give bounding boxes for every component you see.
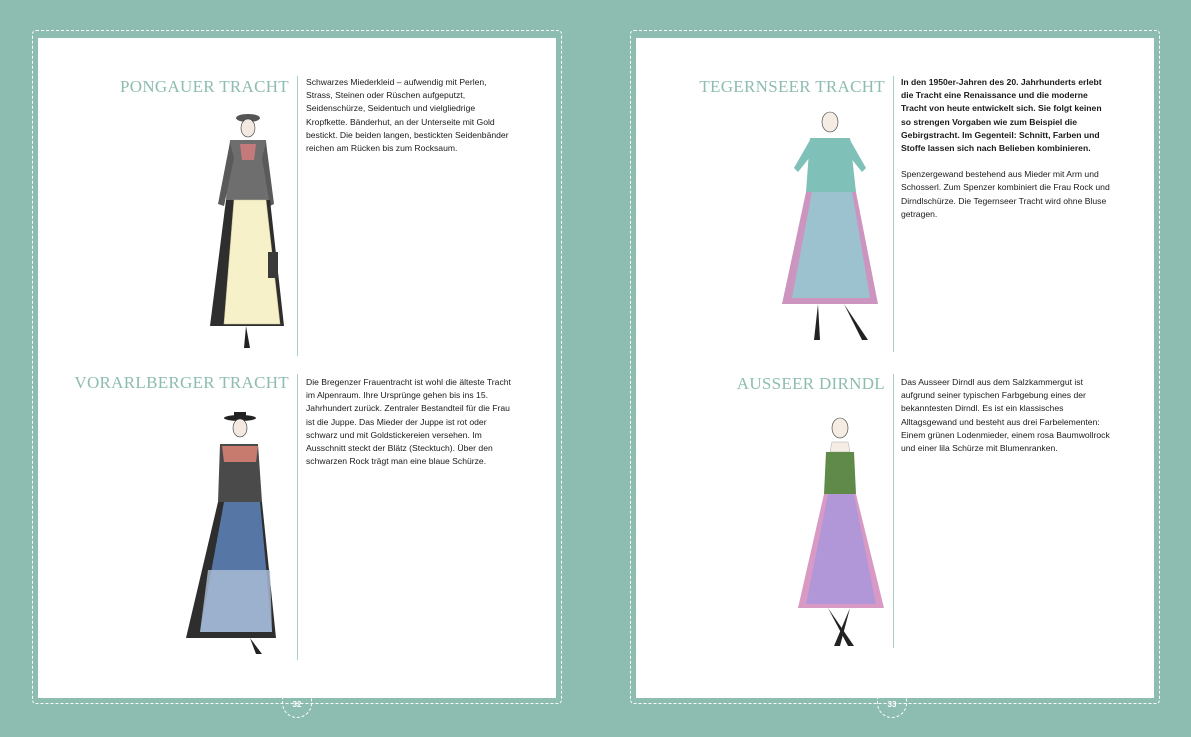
section-text-tegernseer bbox=[901, 76, 1113, 234]
intro-paragraph: In den 1950er-Jahren des 20. Jahrhunderts erlebt die Tracht eine Renaissance und die moderne Tracht von heute entwickelt sich. Sie folgt keinen so strengen Vorgaben wie zum Beispiel die Gebirgstracht. Im Gegenteil: Schnitt, Farben und Stoffe lassen sich nach Belieben kombinieren. bbox=[901, 77, 1102, 154]
divider-line bbox=[893, 76, 894, 352]
vorarlberger-costume-illustration bbox=[178, 410, 286, 658]
paragraph: Die Bregenzer Frauentracht ist wohl die älteste Tracht im Alpenraum. Ihre Ursprünge gehen bis ins 15. Jahrhundert zurück. Zentraler Bestandteil für die Frau ist die Juppe. Das Mieder der Juppe ist rot oder schwarz und mit Goldstickereien versehen. Im Ausschnitt steckt der Blätz (Stecktuch). Über den schwarzen Rock trägt man eine blaue Schürze. bbox=[306, 377, 511, 467]
section-title-vorarlberger: VORARLBERGER TRACHT bbox=[74, 373, 289, 392]
section-text-vorarlberger bbox=[306, 376, 518, 481]
divider-line bbox=[297, 374, 298, 660]
paragraph: Schwarzes Miederkleid – aufwendig mit Perlen, Strass, Steinen oder Rüschen aufgeputzt, Seidenschürze, Seidentuch und vielgliedrige Kropfkette. Bänderhut, an der Unterseite mit Gold bestickt. Die beiden langen, bestickten Seidenbänder reichen am Rücken bis zum Rocksaum. bbox=[306, 77, 509, 154]
section-text-ausseer bbox=[901, 376, 1113, 468]
paragraph: Spenzergewand bestehend aus Mieder mit Arm und Schosserl. Zum Spenzer kombiniert die Frau Rock und Dirndlschürze. Die Tegernseer Tracht wird ohne Bluse getragen. bbox=[901, 169, 1110, 219]
divider-line bbox=[297, 76, 298, 356]
page-number-right: 33 bbox=[877, 698, 907, 718]
page-number-left: 32 bbox=[282, 698, 312, 718]
section-title-ausseer: AUSSEER DIRNDL bbox=[736, 374, 885, 393]
paragraph: Das Ausseer Dirndl aus dem Salzkammergut ist aufgrund seiner typischen Farbgebung eines der bekanntesten Dirndl. Es ist ein klassisches Alltagsgewand und besteht aus drei Farbelementen: Einem grünen Lodenmieder, einem rosa Baumwollrock und einer lila Schürze mit Blumenranken. bbox=[901, 377, 1110, 454]
tegernseer-costume-illustration bbox=[774, 104, 886, 352]
divider-line bbox=[893, 374, 894, 648]
section-title-pongauer: PONGAUER TRACHT bbox=[119, 77, 289, 96]
ausseer-costume-illustration bbox=[788, 408, 892, 660]
pongauer-costume-illustration bbox=[200, 108, 290, 356]
section-text-pongauer bbox=[306, 76, 514, 168]
section-title-tegernseer: TEGERNSEER TRACHT bbox=[699, 77, 885, 96]
